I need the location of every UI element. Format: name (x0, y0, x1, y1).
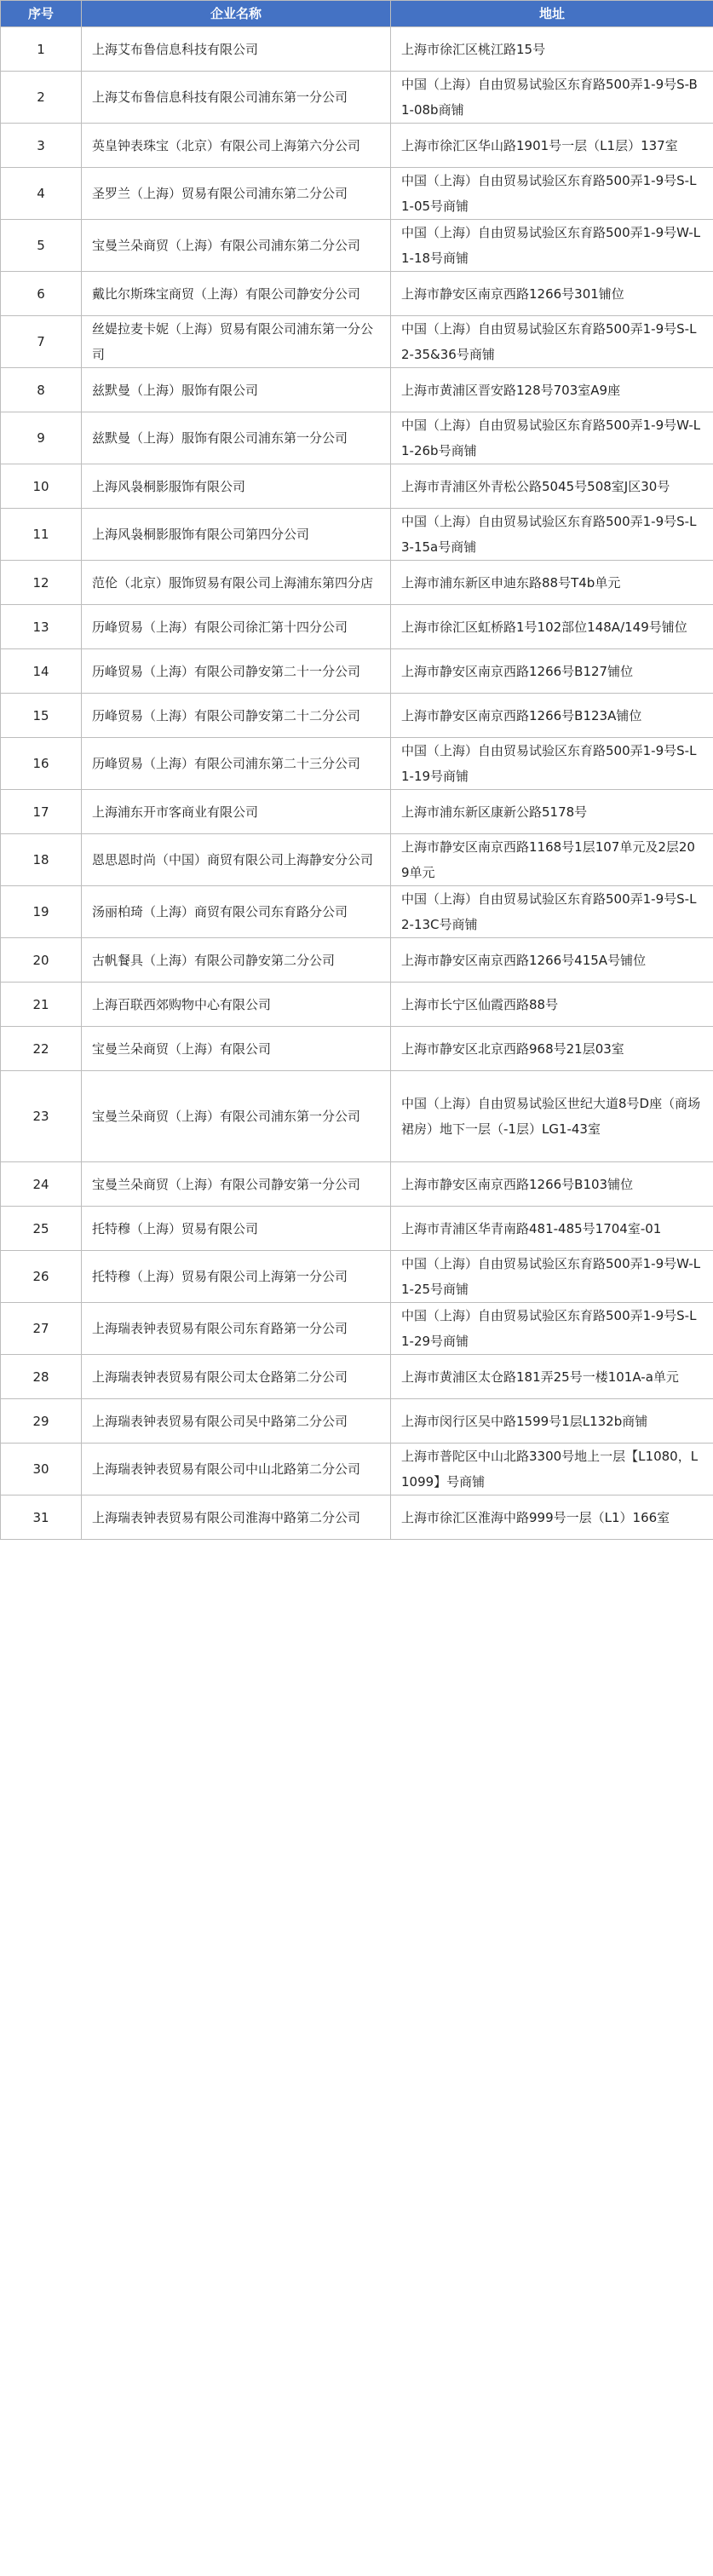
serial-number-cell: 25 (1, 1207, 82, 1251)
address-cell: 上海市静安区北京西路968号21层03室 (391, 1027, 713, 1071)
serial-number-cell: 23 (1, 1071, 82, 1162)
table-row (1, 509, 713, 561)
company-name-cell: 兹默曼（上海）服饰有限公司 (82, 368, 391, 412)
table-row (1, 561, 713, 605)
company-name-cell: 丝媞拉麦卡妮（上海）贸易有限公司浦东第一分公司 (82, 316, 391, 368)
serial-number-cell: 22 (1, 1027, 82, 1071)
table-row (1, 1027, 713, 1071)
serial-number-cell: 1 (1, 27, 82, 72)
address-cell: 上海市静安区南京西路1266号415A号铺位 (391, 938, 713, 983)
serial-number-cell: 10 (1, 464, 82, 509)
address-cell: 上海市徐汇区桃江路15号 (391, 27, 713, 72)
address-cell: 中国（上海）自由贸易试验区东育路500弄1-9号S-L3-15a号商铺 (391, 509, 713, 561)
table-row (1, 168, 713, 220)
address-cell: 上海市青浦区外青松公路5045号508室J区30号 (391, 464, 713, 509)
serial-number-cell: 28 (1, 1355, 82, 1399)
serial-number-cell: 19 (1, 886, 82, 938)
address-cell: 上海市静安区南京西路1266号B127铺位 (391, 649, 713, 694)
address-cell: 中国（上海）自由贸易试验区东育路500弄1-9号W-L1-25号商铺 (391, 1251, 713, 1303)
company-name-cell: 宝曼兰朵商贸（上海）有限公司 (82, 1027, 391, 1071)
table-row (1, 368, 713, 412)
company-name-cell: 历峰贸易（上海）有限公司浦东第二十三分公司 (82, 738, 391, 790)
address-cell: 上海市徐汇区虹桥路1号102部位148A/149号铺位 (391, 605, 713, 649)
company-name-cell: 圣罗兰（上海）贸易有限公司浦东第二分公司 (82, 168, 391, 220)
table-row (1, 1355, 713, 1399)
address-cell: 上海市浦东新区康新公路5178号 (391, 790, 713, 834)
address-cell: 上海市黄浦区晋安路128号703室A9座 (391, 368, 713, 412)
address-cell: 中国（上海）自由贸易试验区世纪大道8号D座（商场裙房）地下一层（-1层）LG1-43室 (391, 1071, 713, 1162)
address-cell: 上海市静安区南京西路1266号301铺位 (391, 272, 713, 316)
address-cell: 上海市静安区南京西路1266号B103铺位 (391, 1162, 713, 1207)
company-name-cell: 托特穆（上海）贸易有限公司 (82, 1207, 391, 1251)
header-address: 地址 (391, 1, 713, 27)
company-name-cell: 上海瑞表钟表贸易有限公司中山北路第二分公司 (82, 1444, 391, 1495)
company-name-cell: 上海艾布鲁信息科技有限公司浦东第一分公司 (82, 72, 391, 124)
address-cell: 中国（上海）自由贸易试验区东育路500弄1-9号W-L1-26b号商铺 (391, 412, 713, 464)
table-row (1, 1444, 713, 1495)
address-cell: 中国（上海）自由贸易试验区东育路500弄1-9号S-L1-19号商铺 (391, 738, 713, 790)
serial-number-cell: 24 (1, 1162, 82, 1207)
address-cell: 中国（上海）自由贸易试验区东育路500弄1-9号S-L1-05号商铺 (391, 168, 713, 220)
address-cell: 上海市徐汇区淮海中路999号一层（L1）166室 (391, 1495, 713, 1540)
serial-number-cell: 29 (1, 1399, 82, 1444)
serial-number-cell: 5 (1, 220, 82, 272)
serial-number-cell: 14 (1, 649, 82, 694)
address-cell: 中国（上海）自由贸易试验区东育路500弄1-9号S-L1-29号商铺 (391, 1303, 713, 1355)
table-header (1, 1, 713, 27)
serial-number-cell: 15 (1, 694, 82, 738)
company-name-cell: 上海风袅桐影服饰有限公司 (82, 464, 391, 509)
company-name-cell: 宝曼兰朵商贸（上海）有限公司浦东第一分公司 (82, 1071, 391, 1162)
table-row (1, 1251, 713, 1303)
serial-number-cell: 11 (1, 509, 82, 561)
company-name-cell: 宝曼兰朵商贸（上海）有限公司浦东第二分公司 (82, 220, 391, 272)
company-name-cell: 汤丽柏琦（上海）商贸有限公司东育路分公司 (82, 886, 391, 938)
table-row (1, 272, 713, 316)
company-name-cell: 上海浦东开市客商业有限公司 (82, 790, 391, 834)
table-row (1, 694, 713, 738)
company-name-cell: 兹默曼（上海）服饰有限公司浦东第一分公司 (82, 412, 391, 464)
header-row (1, 1, 713, 27)
company-name-cell: 上海瑞表钟表贸易有限公司吴中路第二分公司 (82, 1399, 391, 1444)
serial-number-cell: 26 (1, 1251, 82, 1303)
company-name-cell: 上海瑞表钟表贸易有限公司东育路第一分公司 (82, 1303, 391, 1355)
serial-number-cell: 16 (1, 738, 82, 790)
table-row (1, 412, 713, 464)
address-cell: 中国（上海）自由贸易试验区东育路500弄1-9号W-L1-18号商铺 (391, 220, 713, 272)
company-name-cell: 上海风袅桐影服饰有限公司第四分公司 (82, 509, 391, 561)
address-cell: 上海市浦东新区申迪东路88号T4b单元 (391, 561, 713, 605)
company-name-cell: 历峰贸易（上海）有限公司静安第二十一分公司 (82, 649, 391, 694)
table-row (1, 124, 713, 168)
address-cell: 中国（上海）自由贸易试验区东育路500弄1-9号S-L2-13C号商铺 (391, 886, 713, 938)
address-cell: 上海市长宁区仙霞西路88号 (391, 983, 713, 1027)
serial-number-cell: 3 (1, 124, 82, 168)
table-row (1, 1207, 713, 1251)
table-row (1, 1071, 713, 1162)
table-row (1, 938, 713, 983)
serial-number-cell: 30 (1, 1444, 82, 1495)
table-row (1, 738, 713, 790)
table-row (1, 27, 713, 72)
table-row (1, 1162, 713, 1207)
table-row (1, 790, 713, 834)
address-cell: 上海市徐汇区华山路1901号一层（L1层）137室 (391, 124, 713, 168)
table-row (1, 220, 713, 272)
serial-number-cell: 8 (1, 368, 82, 412)
header-serial-number: 序号 (1, 1, 82, 27)
company-name-cell: 戴比尔斯珠宝商贸（上海）有限公司静安分公司 (82, 272, 391, 316)
company-name-cell: 托特穆（上海）贸易有限公司上海第一分公司 (82, 1251, 391, 1303)
table-body (1, 27, 713, 1540)
address-cell: 上海市青浦区华青南路481-485号1704室-01 (391, 1207, 713, 1251)
company-name-cell: 上海瑞表钟表贸易有限公司太仓路第二分公司 (82, 1355, 391, 1399)
table-row (1, 649, 713, 694)
company-name-cell: 历峰贸易（上海）有限公司徐汇第十四分公司 (82, 605, 391, 649)
company-name-cell: 恩思恩时尚（中国）商贸有限公司上海静安分公司 (82, 834, 391, 886)
serial-number-cell: 20 (1, 938, 82, 983)
serial-number-cell: 17 (1, 790, 82, 834)
company-name-cell: 古帆餐具（上海）有限公司静安第二分公司 (82, 938, 391, 983)
serial-number-cell: 21 (1, 983, 82, 1027)
table-row (1, 1303, 713, 1355)
serial-number-cell: 2 (1, 72, 82, 124)
company-name-cell: 上海瑞表钟表贸易有限公司淮海中路第二分公司 (82, 1495, 391, 1540)
table-row (1, 605, 713, 649)
table-row (1, 1495, 713, 1540)
address-cell: 上海市静安区南京西路1266号B123A铺位 (391, 694, 713, 738)
address-cell: 上海市黄浦区太仓路181弄25号一楼101A-a单元 (391, 1355, 713, 1399)
address-cell: 中国（上海）自由贸易试验区东育路500弄1-9号S-B1-08b商铺 (391, 72, 713, 124)
address-cell: 上海市静安区南京西路1168号1层107单元及2层209单元 (391, 834, 713, 886)
table-row (1, 983, 713, 1027)
table-row (1, 886, 713, 938)
company-name-cell: 范伦（北京）服饰贸易有限公司上海浦东第四分店 (82, 561, 391, 605)
company-name-cell: 英皇钟表珠宝（北京）有限公司上海第六分公司 (82, 124, 391, 168)
serial-number-cell: 18 (1, 834, 82, 886)
serial-number-cell: 27 (1, 1303, 82, 1355)
company-name-cell: 历峰贸易（上海）有限公司静安第二十二分公司 (82, 694, 391, 738)
header-company-name: 企业名称 (82, 1, 391, 27)
serial-number-cell: 13 (1, 605, 82, 649)
table-row (1, 834, 713, 886)
company-name-cell: 宝曼兰朵商贸（上海）有限公司静安第一分公司 (82, 1162, 391, 1207)
serial-number-cell: 6 (1, 272, 82, 316)
serial-number-cell: 12 (1, 561, 82, 605)
company-name-cell: 上海百联西郊购物中心有限公司 (82, 983, 391, 1027)
table-row (1, 464, 713, 509)
table-row (1, 316, 713, 368)
address-cell: 中国（上海）自由贸易试验区东育路500弄1-9号S-L2-35&36号商铺 (391, 316, 713, 368)
serial-number-cell: 31 (1, 1495, 82, 1540)
address-cell: 上海市闵行区吴中路1599号1层L132b商铺 (391, 1399, 713, 1444)
address-cell: 上海市普陀区中山北路3300号地上一层【L1080，L1099】号商铺 (391, 1444, 713, 1495)
company-name-cell: 上海艾布鲁信息科技有限公司 (82, 27, 391, 72)
serial-number-cell: 9 (1, 412, 82, 464)
table-row (1, 72, 713, 124)
serial-number-cell: 4 (1, 168, 82, 220)
serial-number-cell: 7 (1, 316, 82, 368)
table-row (1, 1399, 713, 1444)
